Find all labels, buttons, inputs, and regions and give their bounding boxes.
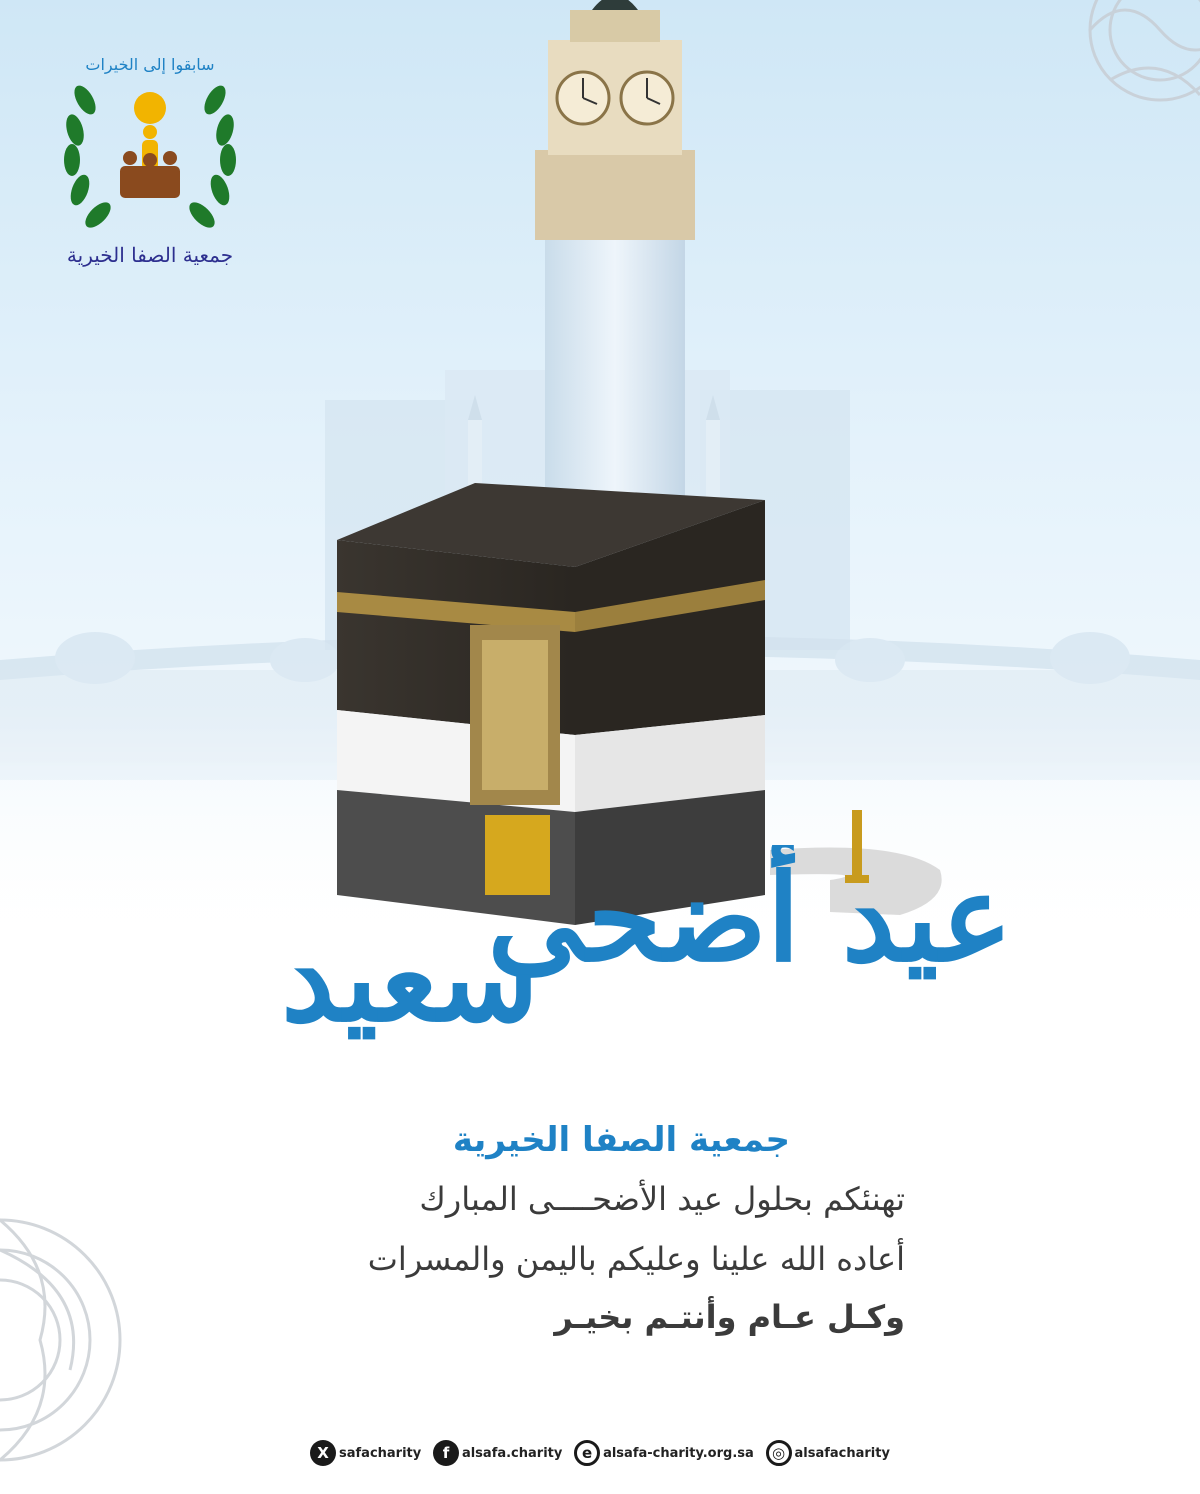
social-website[interactable]	[574, 1440, 754, 1466]
social-instagram[interactable]	[766, 1440, 890, 1466]
web-icon: e	[574, 1440, 600, 1466]
logo-top-text: سابقوا إلى الخيرات	[85, 55, 215, 74]
social-handle: safacharity	[339, 1445, 422, 1461]
sun-icon	[134, 92, 166, 124]
greeting-line-1: عيد أضحى	[487, 848, 1013, 989]
social-handle: alsafa-charity.org.sa	[603, 1445, 754, 1461]
eid-greeting-calligraphy	[150, 845, 1030, 1095]
people-icon	[120, 125, 180, 198]
social-x[interactable]	[310, 1440, 421, 1466]
facebook-icon: f	[433, 1440, 459, 1466]
ornament-top-right	[1030, 0, 1200, 130]
social-handle: alsafacharity	[794, 1445, 890, 1461]
message-line-2: أعاده الله علينا وعليكم باليمن والمسرات	[367, 1240, 905, 1278]
x-icon: X	[310, 1440, 336, 1466]
message-line-3: وكـل عـام وأنتـم بخيـر	[554, 1298, 905, 1336]
logo-bottom-text: جمعية الصفا الخيرية	[66, 243, 234, 267]
social-links	[310, 1433, 890, 1473]
ornament-bottom-left	[0, 1140, 130, 1494]
social-handle: alsafa.charity	[461, 1445, 563, 1461]
social-facebook[interactable]	[433, 1440, 562, 1466]
message-line-1: تهنئكم بحلول عيد الأضحــــى المبارك	[419, 1180, 905, 1218]
organization-name: جمعية الصفا الخيرية	[452, 1120, 790, 1160]
instagram-icon: ◎	[766, 1440, 792, 1466]
charity-logo	[50, 40, 250, 280]
greeting-line-2: سعيد	[281, 908, 539, 1049]
